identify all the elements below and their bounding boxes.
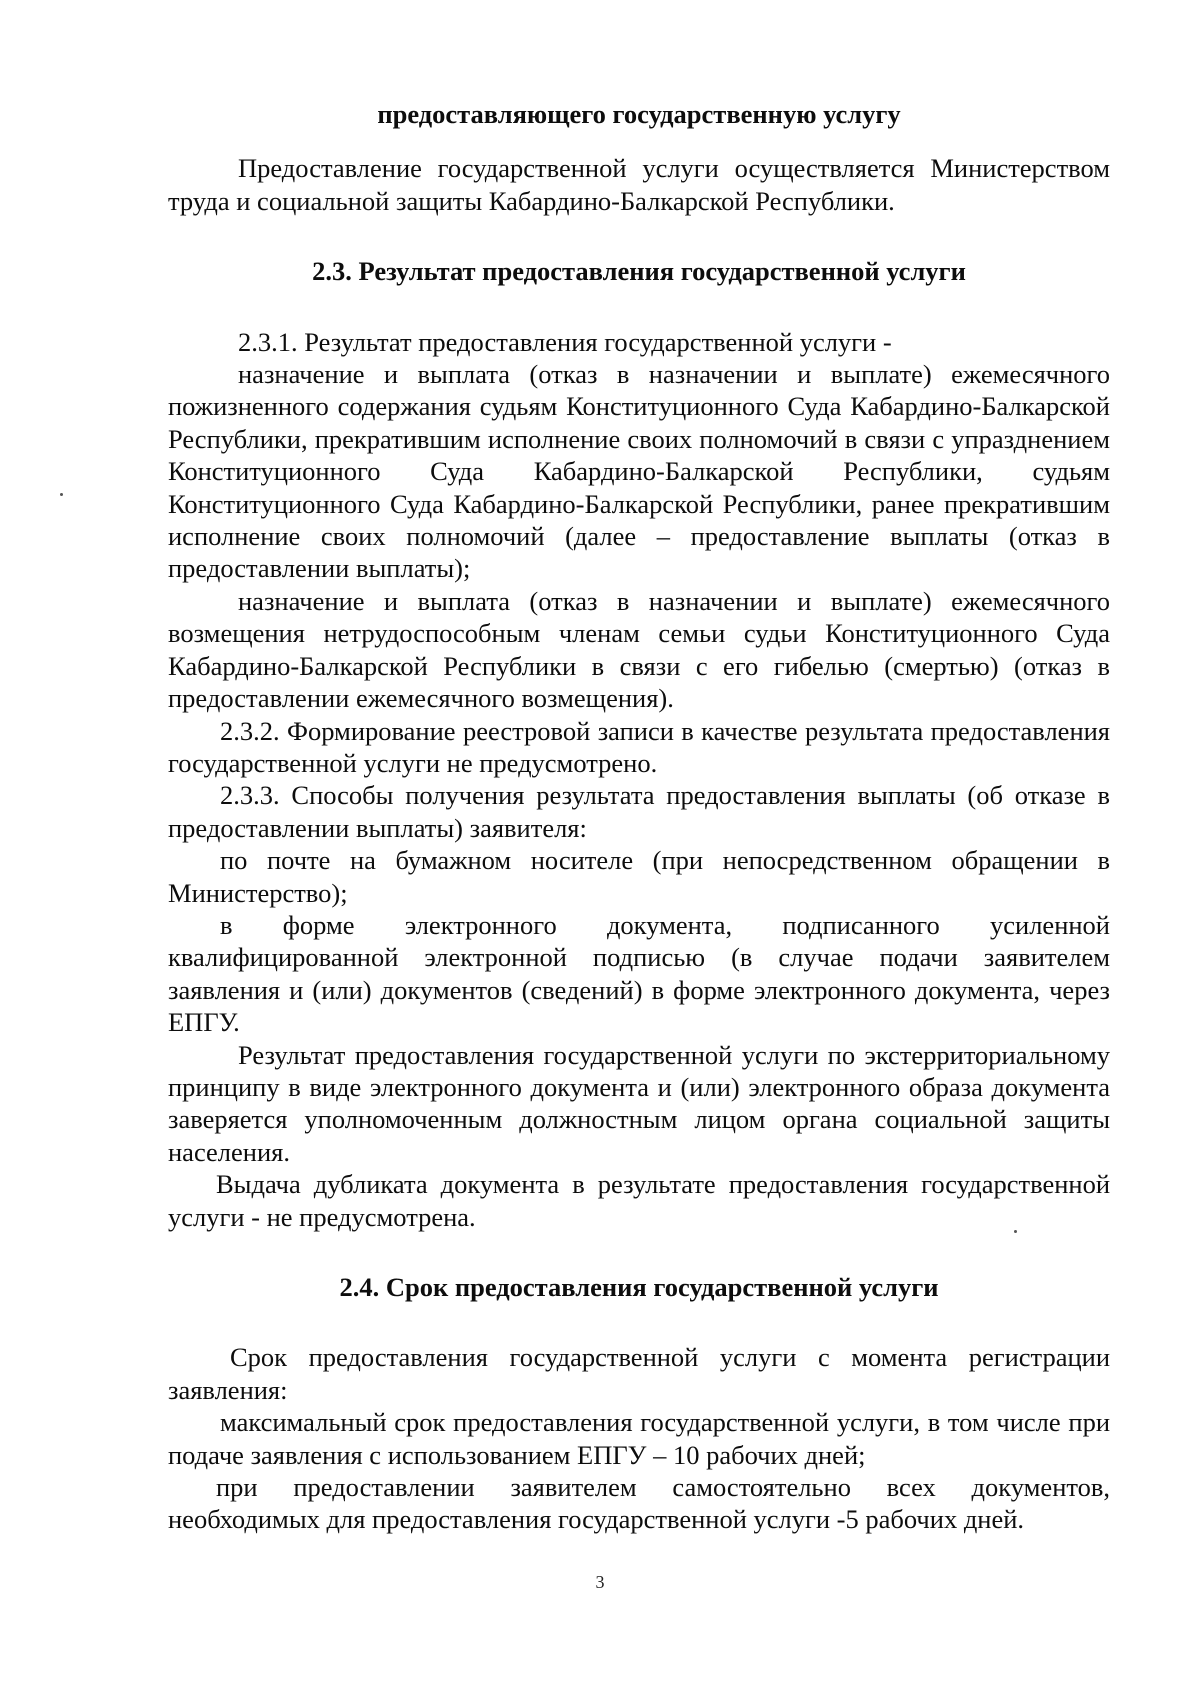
paragraph-2-3-3-item-1: по почте на бумажном носителе (при непосредственном обращении в Министерство); xyxy=(168,845,1110,908)
paragraph-2-4-term: Срок предоставления государственной услуги с момента регистрации заявления: xyxy=(168,1342,1110,1405)
paragraph-extraterritorial: Результат предоставления государственной услуги по экстерриториальному принципу в виде электронного документа и (или) электронного образа документа заверяется уполномоченным должностным лицом органа социальной защиты населения. xyxy=(168,1039,1110,1167)
section-heading-2-4: 2.4. Срок предоставления государственной услуги xyxy=(339,1272,939,1302)
paragraph-2-3-1-item-2: назначение и выплата (отказ в назначении и выплате) ежемесячного возмещения нетрудоспособным членам семьи судьи Конституционного Суда Кабардино-Балкарской Республики в связи с его гибелью (смертью) (отказ в предоставлении ежемесячного возмещения). xyxy=(168,585,1110,714)
paragraph-2-4-max-term: максимальный срок предоставления государственной услуги, в том числе при подаче заявления с использованием ЕПГУ – 10 рабочих дней; xyxy=(168,1407,1110,1470)
page-number: 3 xyxy=(595,1572,605,1592)
paragraph-2-3-1-item-1: назначение и выплата (отказ в назначении и выплате) ежемесячного пожизненного содержания судьям Конституционного Суда Кабардино-Балкарской Республики, прекратившим исполнение своих полномочий в связи с упразднением Конституционного Суда Кабардино-Балкарской Республики, судьям Конституционного Суда Кабардино-Балкарской Республики, ранее прекратившим исполнение своих полномочий (далее – предоставление выплаты (отказ в предоставлении выплаты); xyxy=(168,359,1110,584)
paragraph-2-4-all-documents: при предоставлении заявителем самостоятельно всех документов, необходимых для предоставления государственной услуги -5 рабочих дней. xyxy=(168,1472,1110,1535)
paragraph-ministry: Предоставление государственной услуги осуществляется Министерством труда и социальной защиты Кабардино-Балкарской Республики. xyxy=(168,153,1110,216)
scan-speck xyxy=(60,493,63,496)
section-heading-2-3: 2.3. Результат предоставления государственной услуги xyxy=(312,256,966,287)
paragraph-2-3-2: 2.3.2. Формирование реестровой записи в качестве результата предоставления государственной услуги не предусмотрено. xyxy=(168,715,1110,778)
paragraph-duplicate: Выдача дубликата документа в результате предоставления государственной услуги - не предусмотрена. xyxy=(168,1169,1110,1232)
paragraph-2-3-3-item-2: в форме электронного документа, подписанного усиленной квалифицированной электронной подписью (в случае подачи заявителем заявления и (или) документов (сведений) в форме электронного документа, через ЕПГУ. xyxy=(168,909,1110,1038)
paragraph-2-3-1-title: 2.3.1. Результат предоставления государственной услуги - xyxy=(238,326,892,357)
section-heading-continued: предоставляющего государственную услугу xyxy=(377,99,901,129)
paragraph-2-3-3: 2.3.3. Способы получения результата предоставления выплаты (об отказе в предоставлении выплаты) заявителя: xyxy=(168,780,1110,843)
document-body xyxy=(168,98,1110,1536)
